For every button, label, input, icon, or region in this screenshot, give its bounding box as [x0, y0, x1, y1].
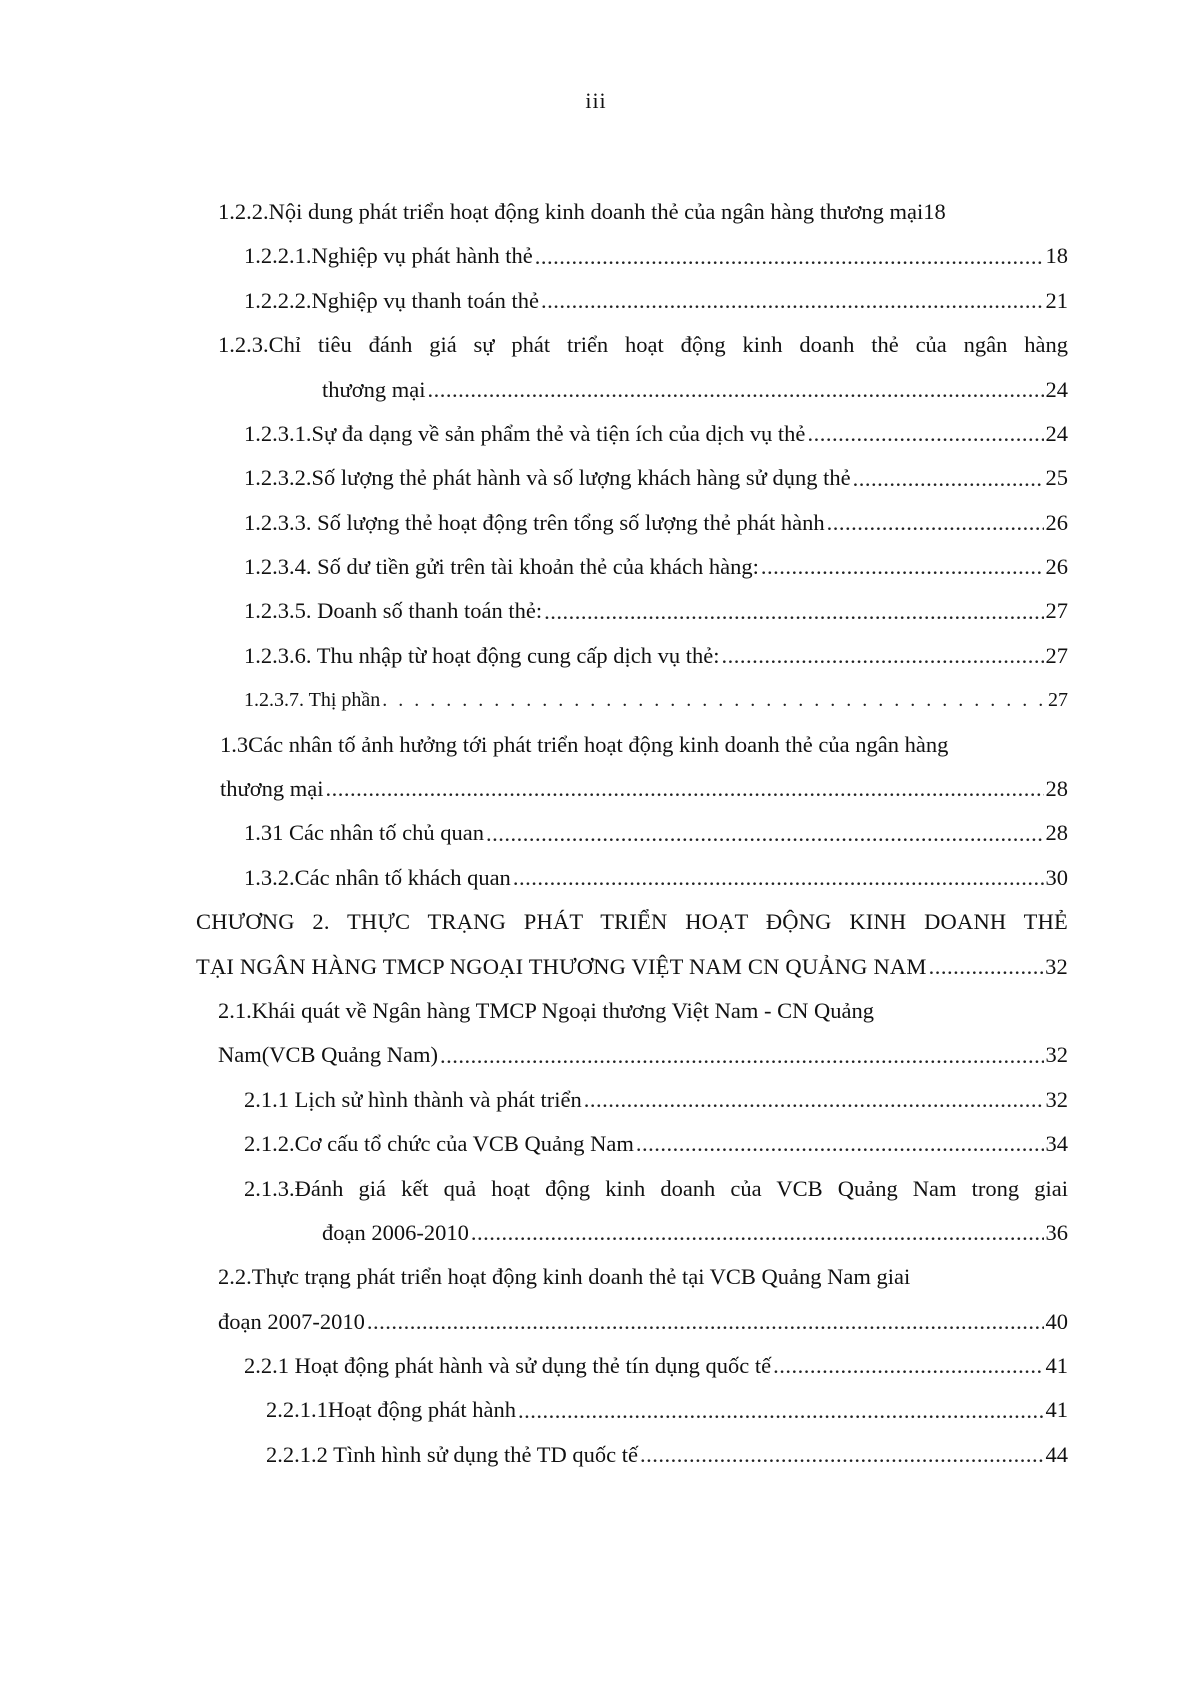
toc-entry-title: 1.2.3.3. Số lượng thẻ hoạt động trên tổng số lượng thẻ phát hành	[244, 509, 825, 535]
toc-entry[interactable]	[196, 1433, 1068, 1477]
dot-leader	[471, 1222, 1044, 1244]
toc-entry[interactable]	[196, 501, 1068, 545]
toc-entry-continuation[interactable]	[196, 368, 1068, 412]
dot-leader	[640, 1444, 1044, 1466]
toc-entry[interactable]	[196, 545, 1068, 589]
toc-entry-title: 2.1.2.Cơ cấu tổ chức của VCB Quảng Nam	[244, 1131, 634, 1157]
toc-entry-title: 1.2.2.2.Nghiệp vụ thanh toán thẻ	[244, 287, 539, 313]
toc-entry-title: TẠI NGÂN HÀNG TMCP NGOẠI THƯƠNG VIỆT NAM CN QUẢNG NAM	[196, 953, 927, 979]
toc-entry[interactable]	[196, 1389, 1068, 1433]
toc-entry-page: 27	[1045, 598, 1068, 624]
chapter-heading-continuation[interactable]	[196, 945, 1068, 989]
toc-entry-page: 36	[1045, 1219, 1068, 1245]
toc-entry-title: 2.2.1.1Hoạt động phát hành	[266, 1397, 516, 1423]
dot-leader	[636, 1133, 1044, 1155]
dot-leader	[807, 423, 1043, 445]
toc-entry[interactable]	[196, 234, 1068, 278]
toc-entry-page: 24	[1045, 420, 1068, 446]
toc-entry[interactable]	[196, 1344, 1068, 1388]
toc-entry-page: 32	[1045, 1086, 1068, 1112]
toc-entry-title: 1.2.3.4. Số dư tiền gửi trên tài khoản thẻ của khách hàng:	[244, 554, 759, 580]
dot-leader	[584, 1089, 1044, 1111]
toc-entry-page: 34	[1045, 1131, 1068, 1157]
toc-entry-title: 2.1.1 Lịch sử hình thành và phát triển	[244, 1086, 582, 1112]
dot-leader	[382, 689, 1046, 711]
toc-entry[interactable]	[196, 723, 1068, 767]
toc-entry-page: 21	[1045, 287, 1068, 313]
toc-entry-continuation[interactable]	[196, 1300, 1068, 1344]
toc-entry[interactable]	[196, 279, 1068, 323]
toc-entry-page: 26	[1045, 554, 1068, 580]
dot-leader	[486, 823, 1044, 845]
toc-entry-page: 28	[1045, 776, 1068, 802]
dot-leader	[929, 956, 1044, 978]
toc-entry-title: 1.3Các nhân tố ảnh hưởng tới phát triển hoạt động kinh doanh thẻ của ngân hàng	[220, 731, 949, 757]
toc-entry-title: 2.2.1.2 Tình hình sử dụng thẻ TD quốc tế	[266, 1441, 638, 1467]
dot-leader	[853, 468, 1044, 490]
toc-entry[interactable]	[196, 989, 1068, 1033]
toc-entry-title: 1.2.3.6. Thu nhập từ hoạt động cung cấp dịch vụ thẻ:	[244, 642, 720, 668]
toc-entry[interactable]	[196, 323, 1068, 367]
toc-entry-title: 2.2.Thực trạng phát triển hoạt động kinh doanh thẻ tại VCB Quảng Nam giai	[218, 1264, 911, 1290]
toc-entry-title: CHƯƠNG 2. THỰC TRẠNG PHÁT TRIỂN HOẠT ĐỘNG KINH DOANH THẺ	[196, 909, 1068, 935]
toc-entry-page: 41	[1045, 1353, 1068, 1379]
table-of-contents	[196, 190, 1068, 1477]
dot-leader	[827, 512, 1044, 534]
toc-entry-title: thương mại	[220, 776, 324, 802]
toc-entry-title: 1.2.3.5. Doanh số thanh toán thẻ:	[244, 598, 543, 624]
toc-entry-continuation[interactable]	[196, 767, 1068, 811]
toc-entry-page: 40	[1045, 1308, 1068, 1334]
toc-entry-title: Nam(VCB Quảng Nam)	[218, 1042, 438, 1068]
toc-entry-title: 1.2.3.1.Sự đa dạng về sản phẩm thẻ và tiện ích của dịch vụ thẻ	[244, 420, 806, 446]
toc-entry[interactable]	[196, 811, 1068, 855]
toc-entry-page: 18	[923, 198, 946, 224]
dot-leader	[535, 246, 1044, 268]
toc-entry[interactable]	[196, 634, 1068, 678]
toc-entry-title: 1.2.2.Nội dung phát triển hoạt động kinh doanh thẻ của ngân hàng thương mại	[218, 198, 924, 224]
toc-entry[interactable]	[196, 678, 1068, 722]
toc-entry-continuation[interactable]	[196, 1211, 1068, 1255]
toc-entry-title: 1.31 Các nhân tố chủ quan	[244, 820, 484, 846]
page-number: iii	[585, 88, 607, 113]
toc-entry-page: 32	[1045, 953, 1068, 979]
toc-entry-title: 2.1.Khái quát về Ngân hàng TMCP Ngoại thương Việt Nam - CN Quảng	[218, 997, 874, 1023]
toc-entry-page: 26	[1045, 509, 1068, 535]
toc-entry[interactable]	[196, 1122, 1068, 1166]
toc-entry-page: 24	[1045, 376, 1068, 402]
toc-entry[interactable]	[196, 856, 1068, 900]
toc-entry[interactable]	[196, 1255, 1068, 1299]
toc-entry-title: đoạn 2007-2010	[218, 1308, 365, 1334]
toc-entry[interactable]	[196, 590, 1068, 634]
toc-entry-title: 2.2.1 Hoạt động phát hành và sử dụng thẻ tín dụng quốc tế	[244, 1353, 772, 1379]
dot-leader	[721, 645, 1043, 667]
toc-entry-title: 2.1.3.Đánh giá kết quả hoạt động kinh doanh của VCB Quảng Nam trong giai	[244, 1175, 1068, 1201]
toc-entry-title: 1.2.3.7. Thị phần	[244, 689, 381, 712]
toc-entry[interactable]	[196, 190, 1068, 234]
toc-entry-title: 1.3.2.Các nhân tố khách quan	[244, 864, 511, 890]
toc-entry-title: 1.2.3.Chỉ tiêu đánh giá sự phát triển hoạt động kinh doanh thẻ của ngân hàng	[218, 332, 1068, 358]
toc-entry[interactable]	[196, 1078, 1068, 1122]
dot-leader	[518, 1400, 1044, 1422]
toc-entry-page: 32	[1045, 1042, 1068, 1068]
dot-leader	[427, 379, 1043, 401]
dot-leader	[325, 778, 1043, 800]
dot-leader	[773, 1355, 1043, 1377]
toc-entry-page: 44	[1045, 1441, 1068, 1467]
dot-leader	[541, 290, 1044, 312]
toc-entry[interactable]	[196, 1167, 1068, 1211]
dot-leader	[544, 601, 1043, 623]
toc-entry-title: đoạn 2006-2010	[322, 1219, 469, 1245]
toc-entry-page: 27	[1045, 642, 1068, 668]
chapter-heading[interactable]	[196, 900, 1068, 944]
dot-leader	[440, 1045, 1044, 1067]
toc-entry-page: 41	[1045, 1397, 1068, 1423]
toc-entry-title: thương mại	[322, 376, 426, 402]
dot-leader	[761, 556, 1044, 578]
dot-leader	[367, 1311, 1044, 1333]
toc-entry-title: 1.2.3.2.Số lượng thẻ phát hành và số lượng khách hàng sử dụng thẻ	[244, 465, 851, 491]
toc-entry-title: 1.2.2.1.Nghiệp vụ phát hành thẻ	[244, 243, 533, 269]
toc-entry-page: 25	[1045, 465, 1068, 491]
toc-entry[interactable]	[196, 456, 1068, 500]
toc-entry-page: 27	[1048, 689, 1068, 712]
toc-entry-page: 18	[1045, 243, 1068, 269]
toc-entry-page: 30	[1045, 864, 1068, 890]
toc-entry[interactable]	[196, 412, 1068, 456]
toc-entry-continuation[interactable]	[196, 1033, 1068, 1077]
dot-leader	[513, 867, 1044, 889]
toc-entry-page: 28	[1045, 820, 1068, 846]
